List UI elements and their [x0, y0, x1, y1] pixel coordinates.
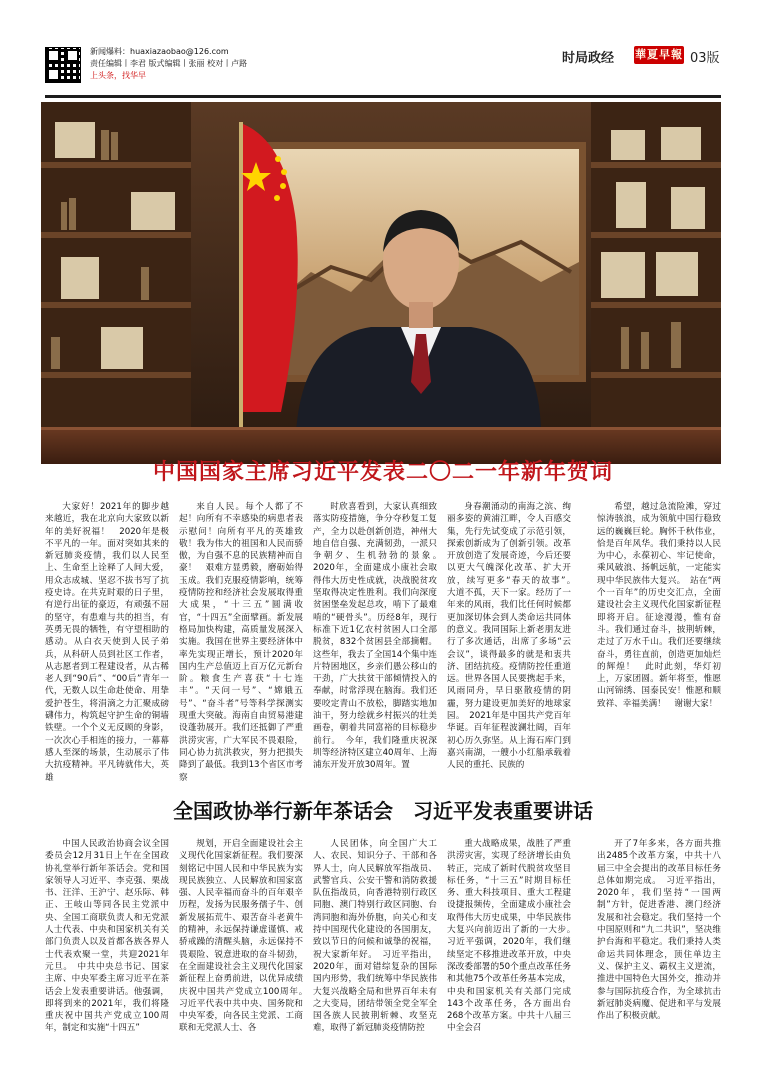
- newspaper-logo: 華夏早報: [634, 46, 684, 64]
- article1-column-1: [45, 501, 169, 786]
- article2-col5-text: 开了7年多来，各方面共推出2485个改革方案，中共十八届三中全会提出的改革目标任务总体如期完成。 习近平指出，2020年，我们坚持“一国两制”方针，促进香港、澳门经济发展和社会稳定。我们坚持一个中国原则和“九二共识”，坚决维护台海和平稳定。我们秉持人类命运共同体理念，顶住单边主义、保护主义、霸权主义逆流，推进中国特色大国外交，推动并参与国际抗疫合作，为全球抗击新冠肺炎病魔、促进和平与发展作出了积极贡献。: [597, 839, 721, 1022]
- article1-col2-text: 来自人民。每个人都了不起！向所有不幸感染的病患者表示慰问！向所有平凡的英雄致敬！我为伟大的祖国和人民而骄傲，为自强不息的民族精神而自豪！ 艰难方显勇毅，磨砺始得玉成。我们克服疫情影响，统筹疫情防控和经济社会发展取得重大成果，“十三五”圆满收官，“十四五”全面擘画。新发展格局加快构建，高质量发展深入实施。我国在世界主要经济体中率先实现正增长，预计2020年国内生产总值迈上百万亿元新台阶。粮食生产喜获“十七连丰”。“天问一号”、“嫦娥五号”、“奋斗者”号等科学探测实现重大突破。海南自由贸易港建设蓬勃展开。我们还抵御了严重洪涝灾害，广大军民不畏艰险，同心协力抗洪救灾，努力把损失降到了最低。我到13个省区市考察: [179, 502, 303, 783]
- email-line: 新闻爆料：huaxiazaobao@126.com: [90, 47, 229, 56]
- office-scene-image: [41, 102, 721, 464]
- article1-column-3: [313, 501, 446, 786]
- article1-col4-text: 身春潮涌动的南海之滨、绚丽多姿的黄浦江畔，令人百感交集，先行先试变成了示范引领，探索创新成为了创新引领。改革开放创造了发展奇迹，今后还要以更大气魄深化改革、扩大开放，续写更多“春天的故事”。 大道不孤，天下一家。经历了一年来的风雨，我们比任何时候都更加深切体会到人类命运共同体的意义。我同国际上新老朋友进行了多次通话，出席了多场“云会议”，谈得最多的就是和衷共济、团结抗疫。疫情防控任重道远。世界各国人民要携起手来，风雨同舟，早日驱散疫情的阴霾，努力建设更加美好的地球家园。 2021年是中国共产党百年华诞。百年征程波澜壮阔，百年初心历久弥坚。从上海石库门到嘉兴南湖，一艘小小红船承载着人民的重托、民族的: [447, 502, 580, 771]
- article2-column-4: [447, 838, 580, 1068]
- article2-col1-text: 中国人民政治协商会议全国委员会12月31日上午在全国政协礼堂举行新年茶话会。党和国家领导人习近平、李克强、栗战书、汪洋、王沪宁、赵乐际、韩正、王岐山等同各民主党派中央、全国工商联负责人和无党派人士代表、中央和国家机关有关部门负责人以及首都各族各界人士代表欢聚一堂，共迎2021年元旦。 中共中央总书记、国家主席、中央军委主席习近平在茶话会上发表重要讲话。他强调，即将到来的2021年，我们将隆重庆祝中国共产党成立100周年，制定和实施“十四五”: [45, 839, 169, 1034]
- article1-headline: 中国国家主席习近平发表二〇二一年新年贺词: [152, 460, 613, 485]
- article1-col3-text: 时欣喜看到，大家认真细致落实防疫措施，争分夺秒复工复产，全力以赴创新创造，神州大地自信自强、充满韧劲，一派只争朝夕、生机勃勃的景象。 2020年，全面建成小康社会取得伟大历史性成就，决战脱贫攻坚取得决定性胜利。我们向深度贫困堡垒发起总攻，啃下了最难啃的“硬骨头”。历经8年，现行标准下近1亿农村贫困人口全部脱贫，832个贫困县全部摘帽。这些年，我去了全国14个集中连片特困地区，乡亲们愚公移山的干劲，广大扶贫干部倾情投入的奉献，时常浮现在脑海。我们还要咬定青山不放松，脚踏实地加油干，努力绘就乡村振兴的壮美画卷，朝着共同富裕的目标稳步前行。 今年，我们隆重庆祝深圳等经济特区建立40周年、上海浦东开发开放30周年。置: [313, 502, 446, 771]
- article2-column-1: [45, 838, 169, 1068]
- article2-col2-text: 规划，开启全面建设社会主义现代化国家新征程。我们要深刻铭记中国人民和中华民族为实现民族独立、人民解放和国家富强、人民幸福而奋斗的百年艰辛历程，发扬为民服务孺子牛、创新发展拓荒牛、艰苦奋斗老黄牛的精神，永远保持谦虚谨慎、戒骄戒躁的清醒头脑，永远保持不畏艰险、锐意进取的奋斗韧劲，在全面建设社会主义现代化国家新征程上奋勇前进，以优异成绩庆祝中国共产党成立100周年。 习近平代表中共中央、国务院和中央军委，向各民主党派、工商联和无党派人士、各: [179, 839, 312, 1034]
- page-header: [0, 0, 766, 92]
- article1-column-2: [179, 501, 303, 786]
- editors-line: 责任编辑丨李君 版式编辑丨张丽 校对丨卢路: [90, 59, 248, 68]
- article2-col3-text: 人民团体，向全国广大工人、农民、知识分子、干部和各界人士，向人民解放军指战员、武警官兵、公安干警和消防救援队伍指战员，向香港特别行政区同胞、澳门特别行政区同胞、台湾同胞和海外侨胞，向关心和支持中国现代化建设的各国朋友，致以节日的问候和诚挚的祝福，祝大家新年好。 习近平指出，2020年，面对错综复杂的国际国内形势，我们统筹中华民族伟大复兴战略全局和世界百年未有之大变局，团结带领全党全军全国各族人民披荆斩棘、攻坚克难，取得了新冠肺炎疫情防控: [313, 839, 437, 1034]
- article2-col4-text: 重大战略成果，战胜了严重洪涝灾害，实现了经济增长由负转正，完成了新时代脱贫攻坚目标任务，“十三五”时期目标任务、重大科技项目、重大工程建设捷报频传，全面建成小康社会取得伟大历史成果，中华民族伟大复兴向前迈出了新的一大步。 习近平强调，2020年，我们继续坚定不移推进改革开放，中央深改委部署的50个重点改革任务和其他75个改革任务基本完成，中央和国家机关有关部门完成143个改革任务，各方面出台268个改革方案。中共十八届三中全会召: [447, 839, 580, 1034]
- article2-column-3: [313, 838, 437, 1068]
- page-number: 03版: [690, 51, 720, 66]
- section-name: 时局政经: [562, 51, 615, 66]
- header-rule: [45, 95, 721, 98]
- lead-photo: [41, 102, 721, 464]
- article2-column-2: [179, 838, 312, 1068]
- qr-code-icon: [45, 47, 81, 83]
- article1-col5-text: 希望，越过急流险滩，穿过惊涛骇浪，成为领航中国行稳致远的巍巍巨轮。胸怀千秋伟业，恰是百年风华。我们秉持以人民为中心，永葆初心、牢记使命，乘风破浪、扬帆远航，一定能实现中华民族伟大复兴。 站在“两个一百年”的历史交汇点，全面建设社会主义现代化国家新征程即将开启。征途漫漫，惟有奋斗。我们通过奋斗，披荆斩棘，走过了万水千山。我们还要继续奋斗，勇往直前，创造更加灿烂的辉煌！ 此时此刻，华灯初上，万家团圆。新年将至，惟愿山河锦绣、国泰民安！惟愿和顺致祥、幸福美满！ 谢谢大家！: [597, 502, 721, 709]
- article1-col1-text: 大家好！2021年的脚步越来越近，我在北京向大家致以新年的美好祝福！ 2020年是极不平凡的一年。面对突如其来的新冠肺炎疫情，我们以人民至上、生命至上诠释了人间大爱，用众志成城、坚忍不拔书写了抗疫史诗。在共克时艰的日子里，有逆行出征的豪迈，有顽强不屈的坚守，有患难与共的担当，有英勇无畏的牺牲，有守望相助的感动。从白衣天使到人民子弟兵，从科研人员到社区工作者，从志愿者到工程建设者，从古稀老人到“90后”、“00后”青年一代，无数人以生命赴使命、用挚爱护苍生，将涓滴之力汇聚成磅礴伟力，构筑起守护生命的铜墙铁壁。一个个义无反顾的身影，一次次心手相连的接力，一幕幕感人至深的场景，生动展示了伟大抗疫精神。平凡铸就伟大，英雄: [45, 502, 169, 783]
- article1-column-5: [597, 501, 721, 786]
- slogan: 上头条，找华早: [90, 71, 146, 80]
- article2-headline: 全国政协举行新年茶话会 习近平发表重要讲话: [173, 799, 593, 823]
- article1-column-4: [447, 501, 580, 786]
- article2-column-5: [597, 838, 721, 1068]
